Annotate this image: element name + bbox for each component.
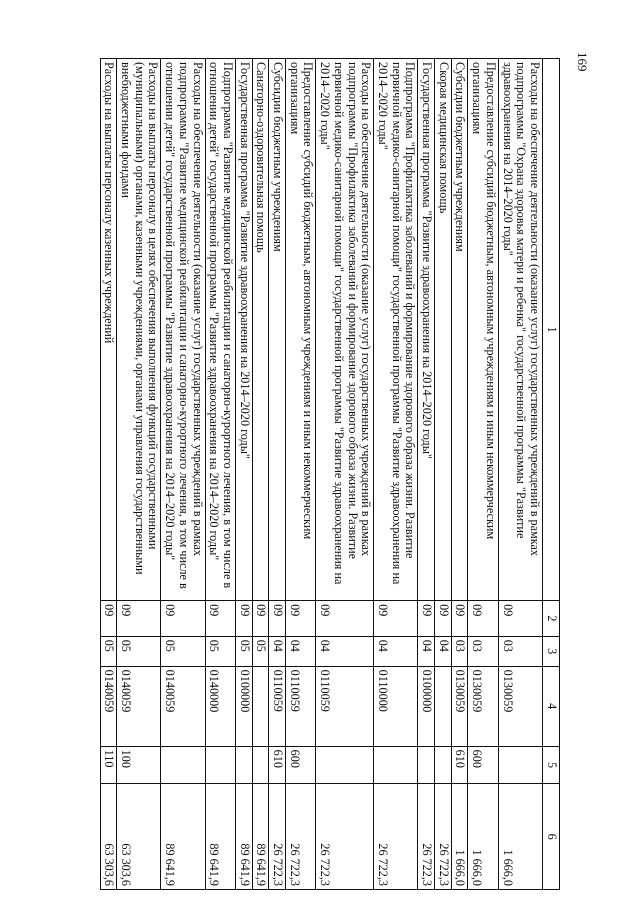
row-subsection: 04 (435, 636, 452, 666)
row-target-code: 0140059 (161, 666, 205, 746)
row-amount: 1 666,0 (498, 784, 542, 890)
row-expense-type: 610 (269, 746, 286, 784)
table-row (286, 59, 316, 890)
row-section: 09 (435, 601, 452, 637)
row-name: Расходы на выплаты персоналу в целях обеспечения выполнения функций государственными (муниципальными) органами, казенными учреждениями, органами управления государственными внебюджетными фондами (117, 59, 161, 601)
row-target-code (435, 666, 452, 746)
row-target-code (252, 666, 269, 746)
row-name: Расходы на обеспечение деятельности (оказание услуг) государственных учреждений в рамках подпрограммы "Развитие медицинской реабилитации и санаторно-курортного лечения, в том числе в отношении детей" государственной программы "Развитие здравоохранения на 2014–2020 годы" (161, 59, 205, 601)
row-target-code: 0140059 (117, 666, 161, 746)
row-expense-type: 110 (100, 746, 117, 784)
header-col-2: 2 (543, 601, 560, 637)
table-row (161, 59, 205, 890)
row-subsection: 05 (100, 636, 117, 666)
row-expense-type: 100 (117, 746, 161, 784)
row-target-code: 0140000 (205, 666, 235, 746)
table-row (117, 59, 161, 890)
row-target-code: 0130059 (468, 666, 498, 746)
row-target-code: 0130059 (451, 666, 468, 746)
row-amount: 63 303,6 (100, 784, 117, 890)
header-col-3: 3 (543, 636, 560, 666)
row-target-code: 0110059 (316, 666, 374, 746)
row-section: 09 (468, 601, 498, 637)
row-target-code: 0110059 (286, 666, 316, 746)
table-row (316, 59, 374, 890)
row-name: Подпрограмма "Развитие медицинской реабилитации и санаторно-курортного лечения, в том числе в отношении детей" государственной программы "Развитие здравоохранения на 2014–2020 годы" (205, 59, 235, 601)
row-expense-type (435, 746, 452, 784)
budget-table-rotated (72, 58, 560, 890)
page-number: 169 (575, 52, 590, 72)
row-name: Подпрограмма "Профилактика заболеваний и формирование здорового образа жизни. Развитие первичной медико-санитарной помощи" государственной программы "Развитие здравоохранения на 2014–2020 годы" (374, 59, 418, 601)
table-row (269, 59, 286, 890)
row-subsection: 03 (451, 636, 468, 666)
row-name: Расходы на обеспечение деятельности (оказание услуг) государственных учреждений в рамках подпрограммы "Профилактика заболеваний и формирование здорового образа жизни. Развитие первичной медико-санитарной помощи" государственной программы "Развитие здравоохранения на 2014–2020 годы" (316, 59, 374, 601)
row-name: Санаторно-оздоровительная помощь (252, 59, 269, 601)
header-col-4: 4 (543, 666, 560, 746)
row-expense-type: 610 (451, 746, 468, 784)
row-section: 09 (205, 601, 235, 637)
table-row (100, 59, 117, 890)
row-section: 09 (498, 601, 542, 637)
row-amount: 89 641,9 (252, 784, 269, 890)
row-section: 09 (286, 601, 316, 637)
row-expense-type (235, 746, 252, 784)
row-target-code: 0100000 (418, 666, 435, 746)
row-section: 09 (418, 601, 435, 637)
table-row (435, 59, 452, 890)
row-subsection: 05 (235, 636, 252, 666)
row-name: Государственная программа "Развитие здравоохранения на 2014–2020 годы" (235, 59, 252, 601)
row-amount: 89 641,9 (235, 784, 252, 890)
row-amount: 26 722,3 (269, 784, 286, 890)
row-section: 09 (100, 601, 117, 637)
row-subsection: 05 (161, 636, 205, 666)
row-name: Предоставление субсидий бюджетным, автономным учреждениям и иным некоммерческим организациям (468, 59, 498, 601)
row-amount: 26 722,3 (435, 784, 452, 890)
row-subsection: 05 (117, 636, 161, 666)
header-col-5: 5 (543, 746, 560, 784)
row-subsection: 05 (252, 636, 269, 666)
row-expense-type: 600 (286, 746, 316, 784)
row-target-code: 0130059 (498, 666, 542, 746)
row-name: Расходы на обеспечение деятельности (оказание услуг) государственных учреждений в рамках подпрограммы "Охрана здоровья матери и ребенка" государственной программы "Развитие здравоохранения на 2014–2020 годы" (498, 59, 542, 601)
row-target-code: 0110059 (269, 666, 286, 746)
row-section: 09 (252, 601, 269, 637)
row-expense-type (252, 746, 269, 784)
budget-table (100, 58, 560, 890)
table-row (418, 59, 435, 890)
row-amount: 63 303,6 (117, 784, 161, 890)
row-amount: 26 722,3 (316, 784, 374, 890)
table-row (498, 59, 542, 890)
header-col-6: 6 (543, 784, 560, 890)
row-section: 09 (374, 601, 418, 637)
row-amount: 26 722,3 (374, 784, 418, 890)
row-name: Предоставление субсидий бюджетным, автономным учреждениям и иным некоммерческим организациям (286, 59, 316, 601)
row-amount: 26 722,3 (418, 784, 435, 890)
row-expense-type: 600 (468, 746, 498, 784)
row-amount: 1 666,0 (468, 784, 498, 890)
row-amount: 89 641,9 (205, 784, 235, 890)
table-row (235, 59, 252, 890)
row-subsection: 04 (269, 636, 286, 666)
row-subsection: 04 (316, 636, 374, 666)
row-section: 09 (316, 601, 374, 637)
table-header-row (543, 59, 560, 890)
row-subsection: 03 (468, 636, 498, 666)
table-row (205, 59, 235, 890)
header-col-1: 1 (543, 59, 560, 601)
row-subsection: 04 (418, 636, 435, 666)
row-target-code: 0140059 (100, 666, 117, 746)
row-target-code: 0100000 (235, 666, 252, 746)
row-name: Расходы на выплаты персоналу казенных учреждений (100, 59, 117, 601)
row-expense-type (205, 746, 235, 784)
row-amount: 1 666,0 (451, 784, 468, 890)
row-expense-type (316, 746, 374, 784)
row-amount: 89 641,9 (161, 784, 205, 890)
row-section: 09 (117, 601, 161, 637)
row-section: 09 (235, 601, 252, 637)
table-row (374, 59, 418, 890)
row-target-code: 0110000 (374, 666, 418, 746)
row-expense-type (418, 746, 435, 784)
row-subsection: 04 (374, 636, 418, 666)
row-section: 09 (161, 601, 205, 637)
row-expense-type (498, 746, 542, 784)
row-subsection: 03 (498, 636, 542, 666)
row-name: Скорая медицинская помощь (435, 59, 452, 601)
row-section: 09 (451, 601, 468, 637)
table-row (468, 59, 498, 890)
row-section: 09 (269, 601, 286, 637)
table-row (252, 59, 269, 890)
row-expense-type (161, 746, 205, 784)
row-expense-type (374, 746, 418, 784)
row-name: Субсидии бюджетным учреждениям (269, 59, 286, 601)
row-subsection: 04 (286, 636, 316, 666)
row-amount: 26 722,3 (286, 784, 316, 890)
row-subsection: 05 (205, 636, 235, 666)
row-name: Субсидии бюджетным учреждениям (451, 59, 468, 601)
table-row (451, 59, 468, 890)
row-name: Государственная программа "Развитие здравоохранения на 2014–2020 годы" (418, 59, 435, 601)
